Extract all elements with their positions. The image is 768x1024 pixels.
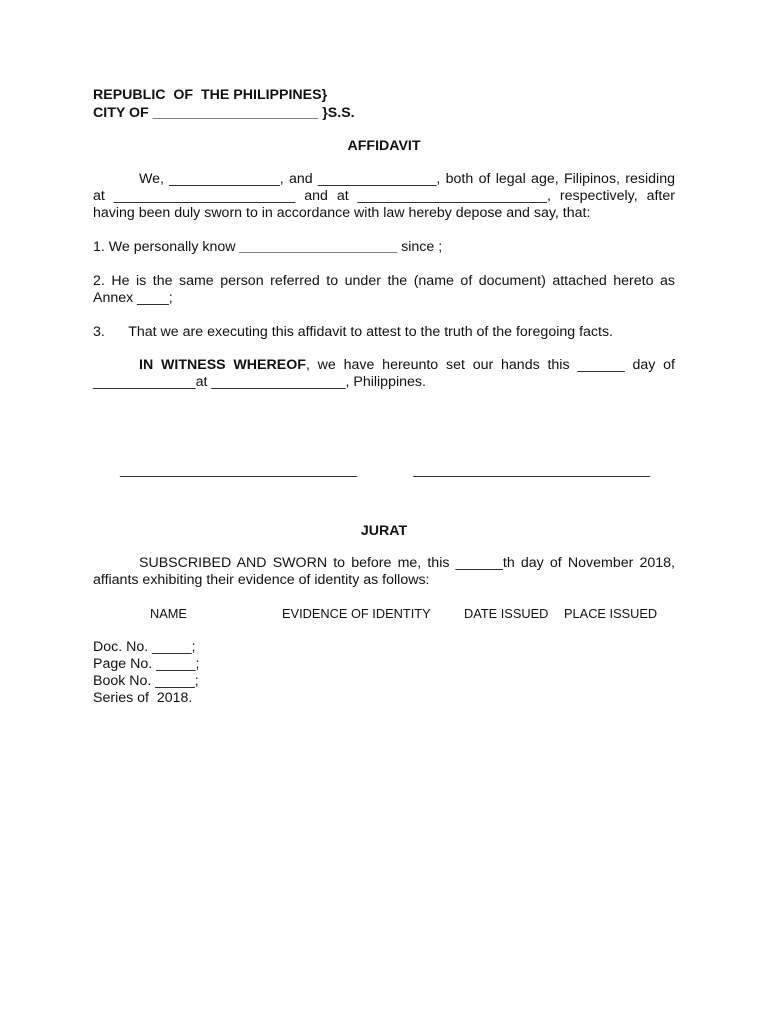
document-body [93,86,675,391]
witness-paragraph [93,357,675,391]
signature-lines [120,462,650,478]
signature-line-right: ______________________________ [413,462,650,478]
item-1-prefix: 1. We personally know [93,239,240,255]
book-number: Book No. _____; [93,673,199,689]
notarial-register [93,639,200,707]
column-date-issued: DATE ISSUED [464,606,549,621]
column-place-issued: PLACE ISSUED [564,606,658,621]
item-2: 2. He is the same person referred to under the (name of document) attached hereto as Annex ____; [93,273,675,306]
republic-heading: REPUBLIC OF THE PHILIPPINES} [93,87,328,103]
affidavit-title: AFFIDAVIT [347,138,421,154]
item-1 [93,239,675,256]
column-evidence: EVIDENCE OF IDENTITY [282,606,431,621]
signature-line-left: ______________________________ [120,462,357,478]
city-heading: CITY OF _____________________ }S.S. [93,105,355,121]
jurat-section [93,523,675,589]
item-1-suffix: since ; [397,239,443,255]
intro-paragraph: We, ______________, and _______________, both of legal age, Filipinos, residing at _______________________ and at ________________________, respectively, after having been duly sworn to in accordance with law hereby depose and say, that: [93,171,675,221]
jurat-paragraph: SUBSCRIBED AND SWORN to before me, this ______th day of November 2018, affiants exhibiting their evidence of identity as follows: [93,555,675,588]
witness-bold: IN WITNESS WHEREOF [139,357,306,373]
series-year: Series of 2018. [93,690,193,706]
column-name: NAME [150,606,187,621]
witness-rest: , we have hereunto set our hands this ______ day of _____________at _________________, Philippines. [93,357,676,390]
item-1-blank: ____________________ [239,239,398,255]
page-number: Page No. _____; [93,656,200,672]
jurat-title: JURAT [360,523,408,539]
item-3: 3. That we are executing this affidavit to attest to the truth of the foregoing facts. [93,324,613,340]
doc-number: Doc. No. _____; [93,639,196,655]
